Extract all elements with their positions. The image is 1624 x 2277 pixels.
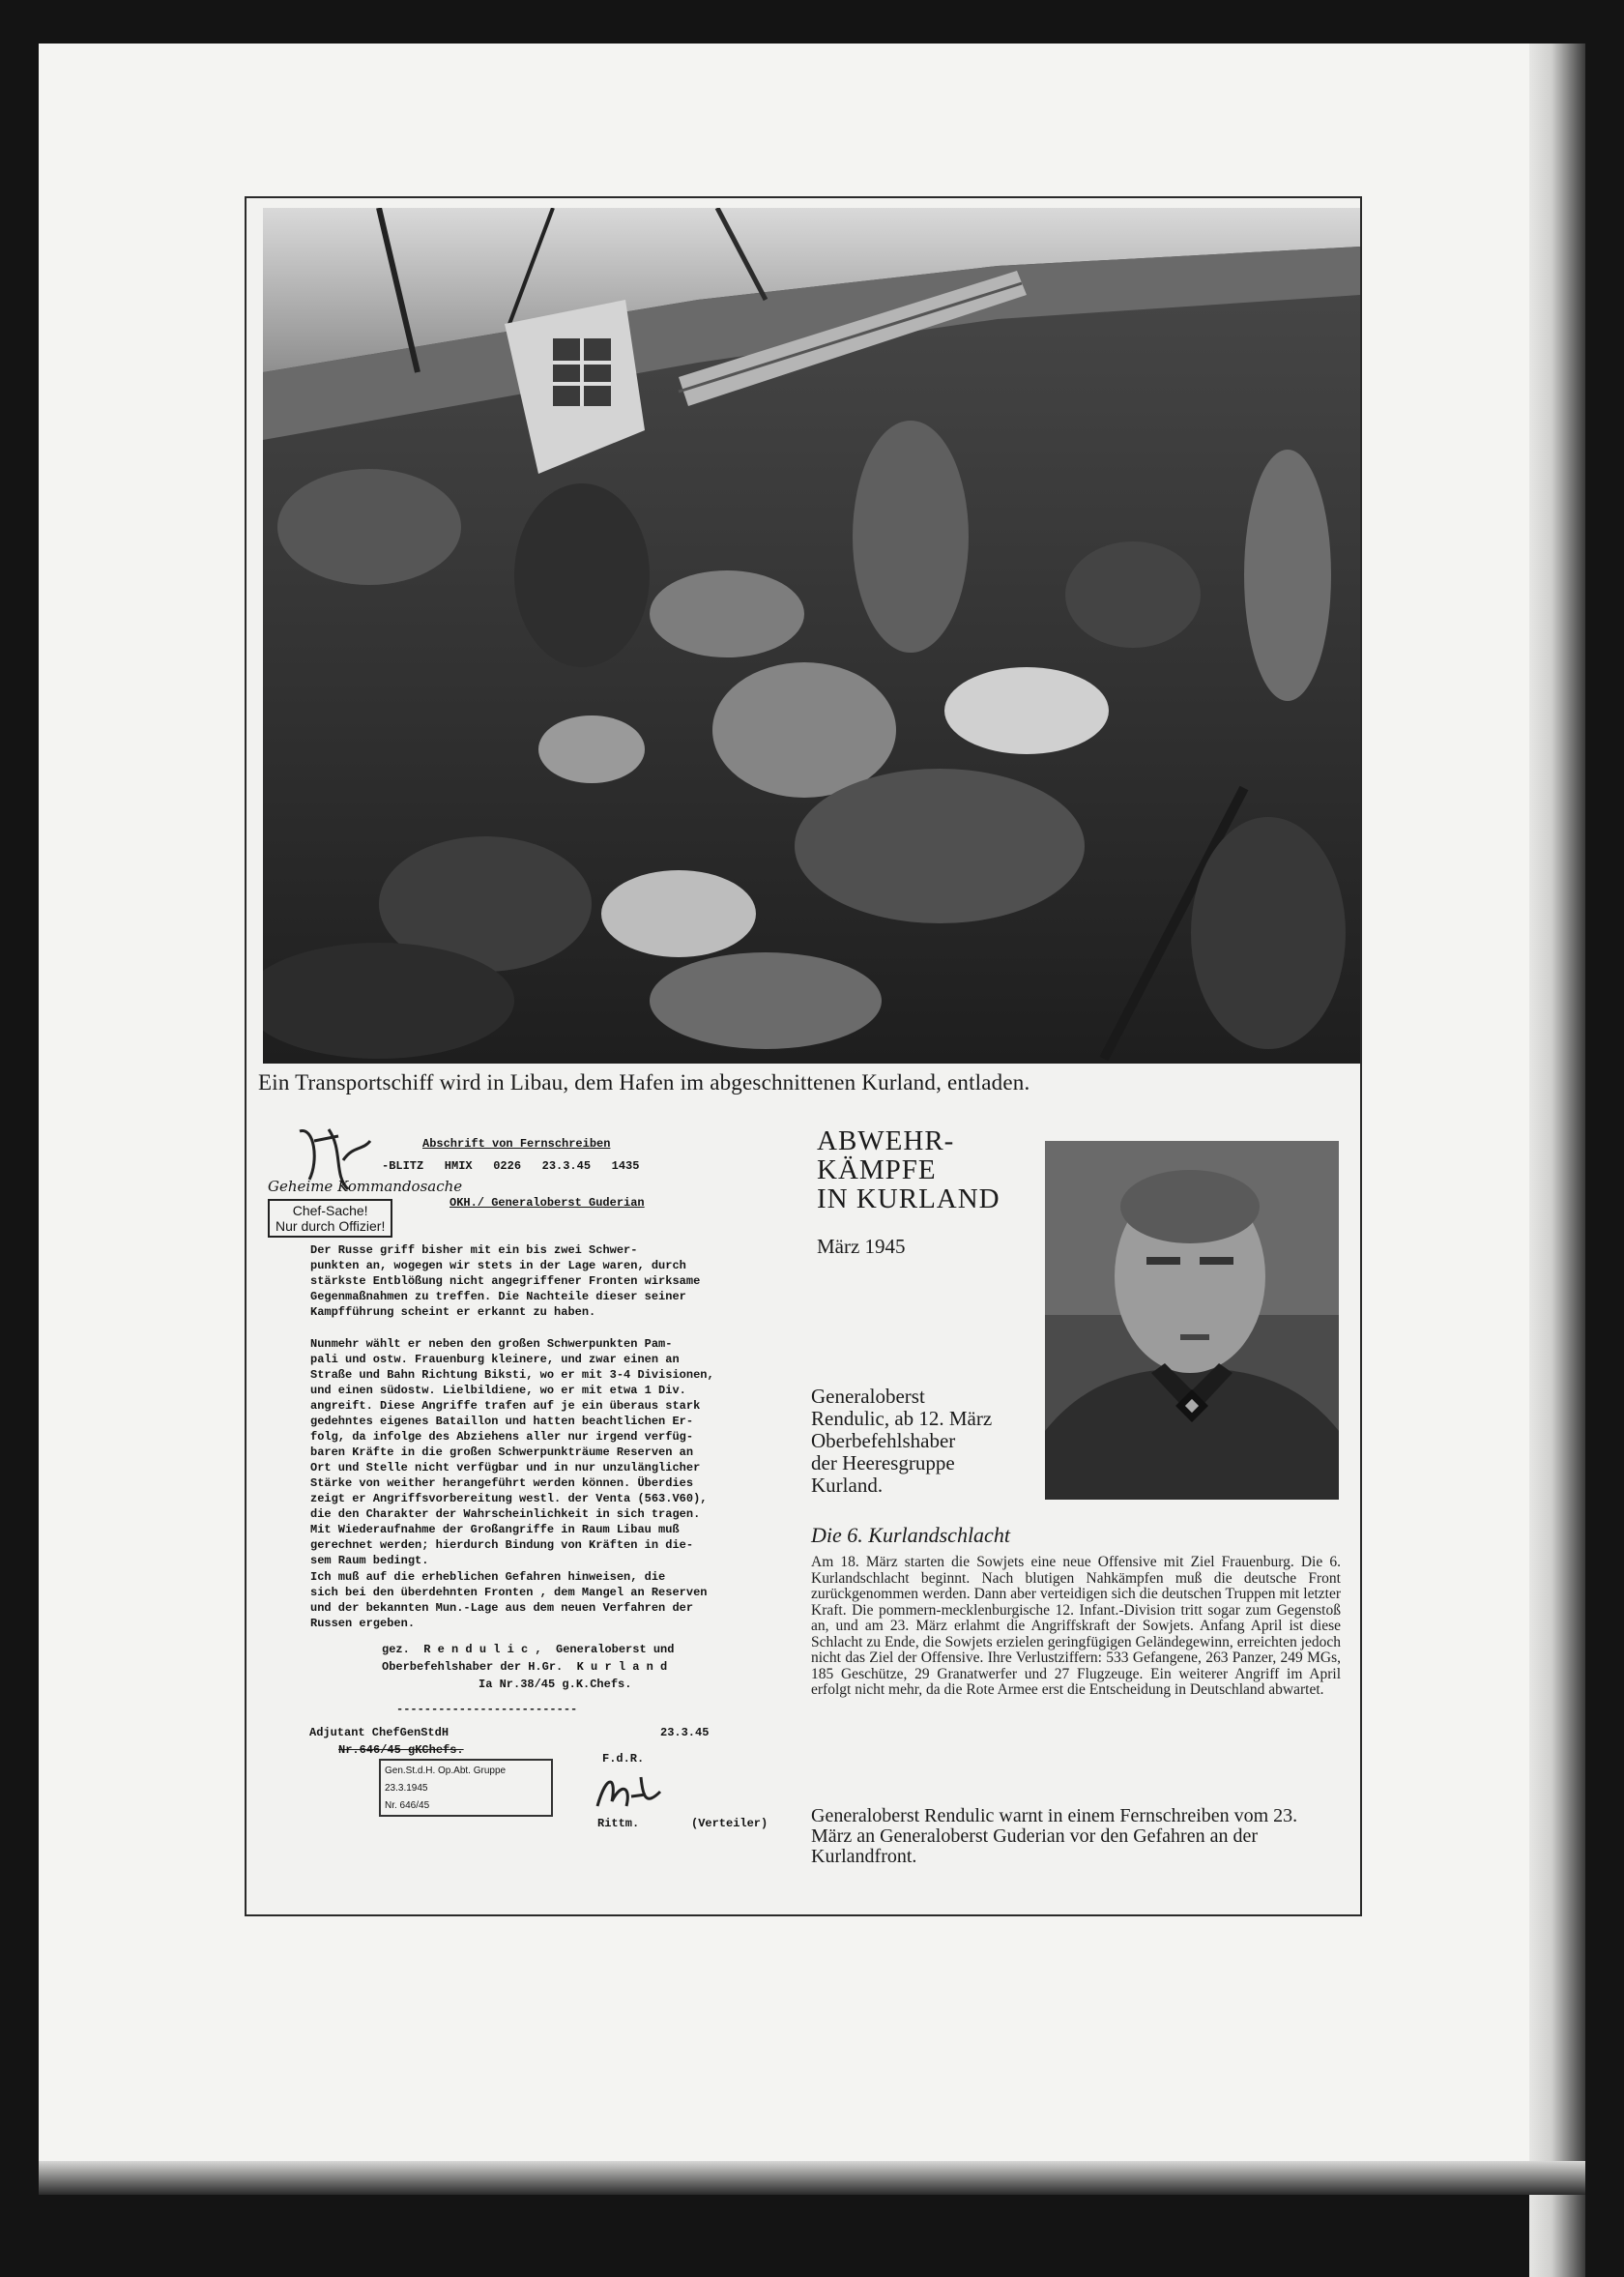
album-page-bottom-edge [39,2161,1585,2195]
adjutant-line-2: Nr.646/45 gKChefs. [338,1743,464,1757]
chef-sache-stamp [268,1199,392,1238]
stamp-line-1: Chef-Sache! [292,1203,368,1218]
receipt-stamp-line-2: 23.3.1945 [385,1783,428,1794]
article-date: März 1945 [817,1235,906,1258]
adjutant-line-1: Adjutant ChefGenStdH [309,1726,450,1739]
album-page-edge [1529,44,1585,2277]
harbour-photo [263,208,1360,1064]
telex-separator: -------------------------- [396,1703,578,1716]
receipt-stamp-line-3: Nr. 646/45 [385,1800,430,1811]
telex-paragraph-3: Ich muß auf die erheblichen Gefahren hinweisen, die sich bei den überdehnten Fronten , dem Mangel an Reserven und der bekannten Mun.-Lage aus dem neuen Verfahren der Russen ergeben. [310,1570,708,1630]
headline-line-1: ABWEHR- [817,1125,955,1156]
handwritten-signature [593,1767,670,1816]
signature-line-3: Ia Nr.38/45 g.K.Chefs. [478,1678,632,1691]
signature-line-2: Oberbefehlshaber der H.Gr. K u r l a n d [382,1660,668,1674]
document-sheet [245,196,1362,1916]
article-headline [817,1126,1010,1213]
stamp-line-2: Nur durch Offizier! [276,1218,386,1234]
portrait-caption-line-1: Generaloberst [811,1385,925,1408]
classification-handwritten: Geheime Kommandosache [268,1178,463,1195]
headline-line-3: IN KURLAND [817,1183,1000,1214]
telex-paragraph-1: Der Russe griff bisher mit ein bis zwei Schwer- punkten an, wogegen wir stets in der Lage waren, durch stärkste Entblößung nicht angegriffener Fronten wirksame Gegenmaßnahmen zu treffen. Die Nachteile dieser seiner Kampfführung scheint er erkannt zu haben. [310,1243,701,1319]
distribution-label: (Verteiler) [691,1817,768,1830]
receipt-stamp-line-1: Gen.St.d.H. Op.Abt. Gruppe [385,1766,507,1776]
portrait-caption-line-2: Rendulic, ab 12. März [811,1407,993,1430]
article-section-title: Die 6. Kurlandschlacht [811,1523,1010,1547]
telex-document [256,1122,798,1895]
portrait-caption-line-3: Oberbefehlshaber [811,1429,956,1452]
telex-heading: Abschrift von Fernschreiben [422,1137,611,1151]
telex-header-line: -BLITZ HMIX 0226 23.3.45 1435 [382,1159,640,1173]
receipt-stamp [379,1759,553,1817]
fdr-label: F.d.R. [602,1752,645,1766]
signature-line-1: gez. R e n d u l i c , Generaloberst und [382,1643,675,1656]
portrait-caption-line-4: der Heeresgruppe [811,1451,955,1474]
adjutant-date: 23.3.45 [660,1726,710,1739]
portrait-caption [811,1386,1033,1497]
telex-paragraph-2: Nunmehr wählt er neben den großen Schwerpunkten Pam- pali und ostw. Frauenburg kleinere, und zwar einen an Straße und Bahn Richtung Biksti, wo er mit 3-4 Divisionen, und einen südostw. Lielbildiene, wo er mit etwa 1 Div. angreift. Diese Angriffe trafen auf je ein überaus stark gedehntes eigenes Bataillon und hatten beachtlichen Er- folg, da infolge des Abziehens aller nur irgend verfüg- baren Kräfte in die großen Schwerpunkträume Reserven an Ort und Stelle nicht verfügbar und in nur unzulänglicher Stärke von weither herangeführt werden können. Überdies zeigt er Angriffsvorbereitung westl. der Venta (563.V60), die den Charakter der Wahrscheinlichkeit in sich tragen. Mit Wiederaufnahme der Großangriffe in Raum Libau muß gerechnet werden; hierdurch Bindung von Kräften in die- sem Raum bedingt. [310,1337,714,1567]
headline-line-2: KÄMPFE [817,1154,937,1185]
article-summary: Generaloberst Rendulic warnt in einem Fernschreiben vom 23. März an Generaloberst Guderian vor den Gefahren an der Kurlandfront. [811,1805,1298,1867]
portrait-caption-line-5: Kurland. [811,1474,884,1497]
article-body: Am 18. März starten die Sowjets eine neue Offensive mit Ziel Frauenburg. Die 6. Kurlandschlacht beginnt. Nach blutigen Nahkämpfen muß die deutsche Front zurückgenommen werden. Dann aber verteidigen sich die deutschen Truppen mit letzter Kraft. Die pommern-mecklenburgische 12. Infant.-Division tritt sogar zum Gegenstoß an, und am 23. März erlahmt die Angriffskraft der Sowjets. Anfang April ist diese Schlacht zu Ende, die Sowjets erzielen geringfügigen Geländegewinn, erreichten jedoch nicht das Ziel der Offensive. Ihre Verlustziffern: 533 Gefangene, 263 Panzer, 249 MGs, 185 Geschütze, 29 Granatwerfer und 27 Flugzeuge. Ein weiterer Angriff im April erfolgt nicht mehr, da die Rote Armee erst die Entscheidung in Deutschland abwartet. [811,1554,1341,1698]
telex-recipient: OKH./ Generaloberst Guderian [450,1196,645,1210]
rendulic-portrait [1045,1141,1339,1500]
photo-caption: Ein Transportschiff wird in Libau, dem Hafen im abgeschnittenen Kurland, entladen. [258,1070,1030,1095]
rittm-label: Rittm. [597,1817,640,1830]
